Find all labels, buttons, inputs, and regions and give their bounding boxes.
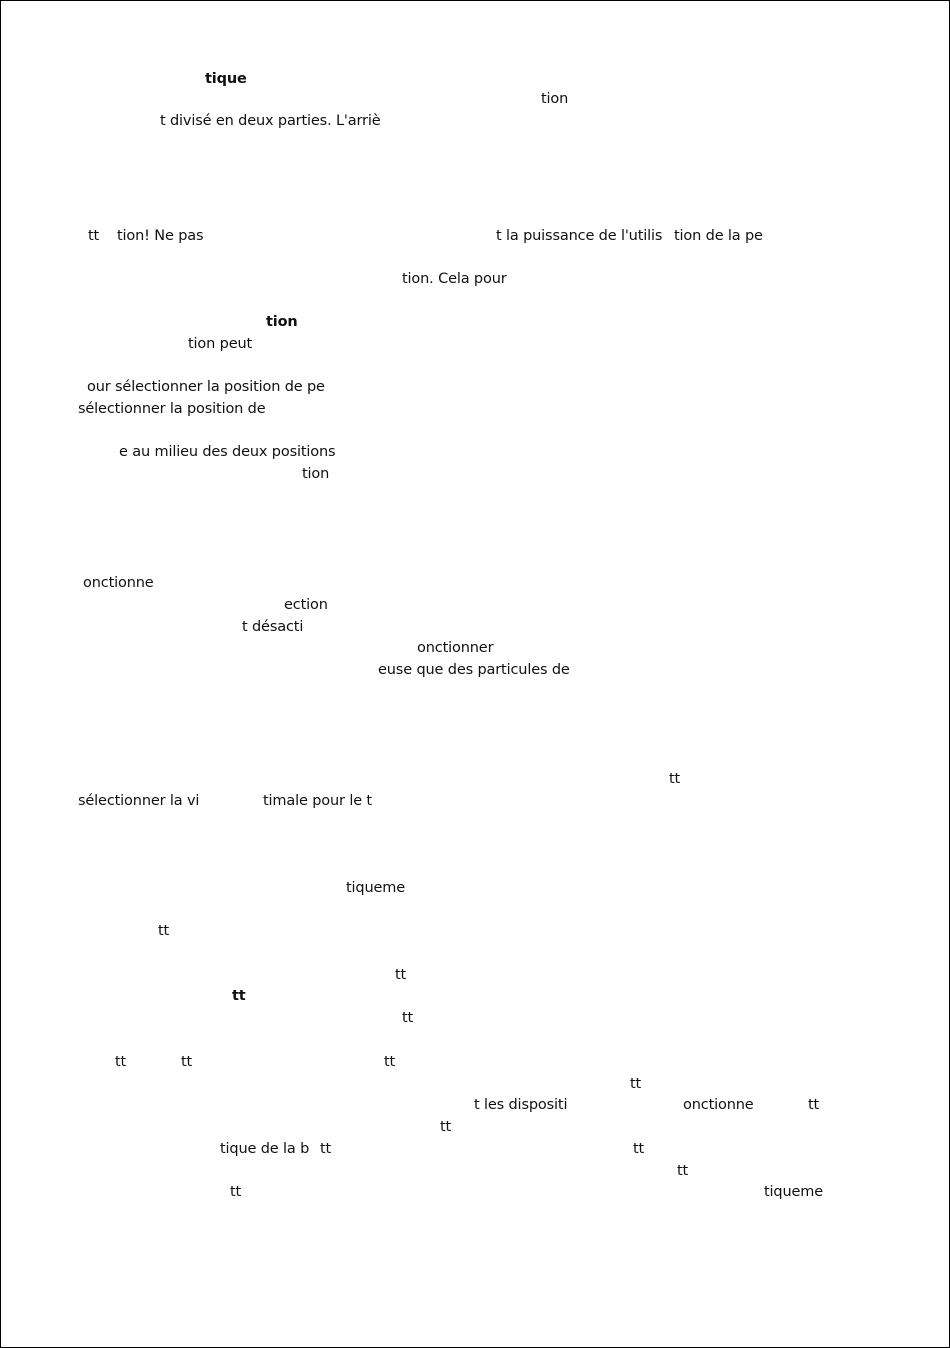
text-fragment: tt: [115, 1054, 127, 1070]
text-fragment: tt: [158, 923, 170, 939]
text-fragment: tiqueme: [346, 880, 406, 896]
text-fragment: tion: [266, 314, 298, 330]
text-fragment: tt: [88, 228, 100, 244]
text-fragment: our sélectionner la position de pe: [87, 379, 325, 395]
text-fragment: euse que des particules de: [378, 662, 570, 678]
text-fragment: tion. Cela pour: [402, 271, 507, 287]
text-fragment: tiqueme: [764, 1184, 824, 1200]
text-fragment: ection: [284, 597, 328, 613]
text-fragment: onctionner: [417, 640, 494, 656]
text-fragment: t les dispositi: [474, 1097, 568, 1113]
text-fragment: tion: [302, 466, 330, 482]
text-fragment: tt: [230, 1184, 242, 1200]
text-fragment: tt: [402, 1010, 414, 1026]
text-fragment: timale pour le t: [263, 793, 372, 809]
text-fragment: t divisé en deux parties. L'arriè: [160, 113, 381, 129]
text-fragment: tique: [205, 71, 247, 87]
text-fragment: tique de la b: [220, 1141, 310, 1157]
text-fragment: tion de la pe: [674, 228, 763, 244]
text-fragment: tt: [808, 1097, 820, 1113]
text-fragment: tt: [669, 771, 681, 787]
text-fragment: e au milieu des deux positions: [119, 444, 336, 460]
text-fragment: onctionne: [83, 575, 154, 591]
text-fragment: t désacti: [242, 619, 304, 635]
text-fragment: tt: [181, 1054, 193, 1070]
text-fragment: tt: [440, 1119, 452, 1135]
text-fragment: sélectionner la vi: [78, 793, 200, 809]
text-fragment: tt: [395, 967, 407, 983]
text-fragment: tt: [630, 1076, 642, 1092]
text-fragment: tion: [541, 91, 569, 107]
text-fragment: sélectionner la position de: [78, 401, 266, 417]
text-fragment: onctionne: [683, 1097, 754, 1113]
text-fragment: tt: [320, 1141, 332, 1157]
text-fragment: t la puissance de l'utilis: [496, 228, 663, 244]
text-fragment: tion! Ne pas: [117, 228, 204, 244]
text-fragment: tion peut: [188, 336, 253, 352]
text-fragment: tt: [384, 1054, 396, 1070]
text-fragment: tt: [232, 988, 246, 1004]
text-fragment: tt: [677, 1163, 689, 1179]
text-fragment: tt: [633, 1141, 645, 1157]
